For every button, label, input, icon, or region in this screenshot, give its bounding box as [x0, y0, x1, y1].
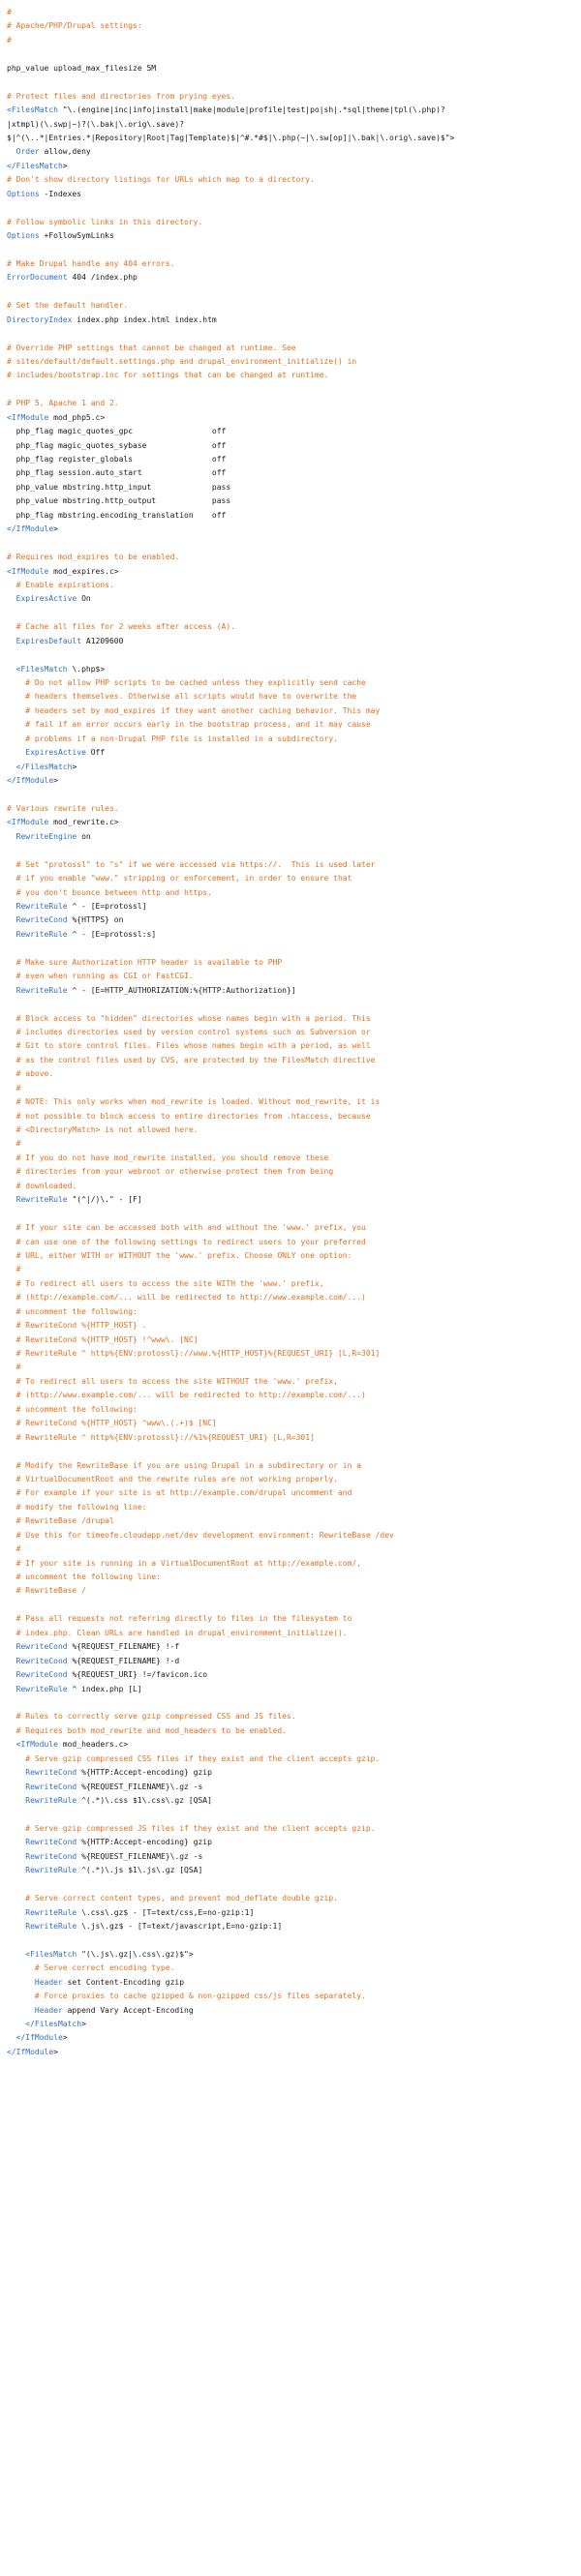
code-comment-line: # VirtualDocumentRoot and the rewrite rules are not working properly. [7, 1474, 338, 1483]
code-comment-line: # RewriteBase /drupal [7, 1516, 114, 1526]
code-comment-line: # RewriteCond %{HTTP_HOST} !^www\. [NC] [7, 1334, 199, 1344]
code-comment-line: # Use this for timeofe.cloudapp.net/dev development environment: RewriteBase /dev [7, 1530, 394, 1540]
code-comment-line: # Block access to "hidden" directories whose names begin with a period. This [7, 1013, 371, 1023]
code-line [7, 844, 581, 857]
code-directive-line: </FilesMatch> [7, 762, 77, 771]
code-line [7, 607, 581, 620]
code-comment-line: # [7, 1083, 21, 1093]
code-comment-line: # problems if a non-Drupal PHP file is installed in a subdirectory. [7, 734, 338, 743]
code-comment-line: # URL, either WITH or WITHOUT the 'www.' prefix. Choose ONLY one option: [7, 1250, 352, 1260]
code-comment-line: # Override PHP settings that cannot be changed at runtime. See [7, 343, 296, 352]
code-comment-line: # To redirect all users to access the site WITH the 'www.' prefix, [7, 1278, 324, 1288]
code-line [7, 1808, 581, 1821]
code-line: php_flag register_globals off [7, 455, 227, 464]
code-directive-line: <FilesMatch "(\.js\.gz|\.css\.gz)$"> [7, 1949, 194, 1959]
code-line: $|^(\..*|Entries.*|Repository|Root|Tag|Template)$|^#.*#$|\.php(~|\.sw[op]|\.bak|\.orig\.save)$"> [7, 133, 455, 142]
code-comment-line: # If your site can be accessed both with and without the 'www.' prefix, you [7, 1223, 366, 1233]
code-directive-line: RewriteCond %{REQUEST_URI} !=/favicon.ico [7, 1670, 208, 1680]
code-comment-line: # even when running as CGI or FastCGI. [7, 972, 194, 981]
code-directive-line: RewriteCond %{HTTPS} on [7, 915, 124, 925]
code-comment-line: # index.php. Clean URLs are handled in drupal_environment_initialize(). [7, 1628, 348, 1637]
code-directive-line: </IfModule> [7, 776, 58, 786]
code-directive-line: Options -Indexes [7, 189, 82, 198]
code-directive-line: Order allow,deny [7, 147, 91, 157]
code-directive-line: </IfModule> [7, 2033, 68, 2043]
code-line: php_value mbstring.http_input pass [7, 482, 231, 492]
code-line [7, 1878, 581, 1892]
code-directive-line: </FilesMatch> [7, 161, 68, 170]
code-comment-line: # Force proxies to cache gzipped & non-gzipped css/js files separately. [7, 1992, 366, 2001]
code-comment-line: # Make sure Authorization HTTP header is available to PHP [7, 957, 283, 967]
code-line [7, 1599, 581, 1612]
code-line [7, 537, 581, 551]
code-directive-line: <IfModule mod_expires.c> [7, 566, 119, 576]
code-comment-line: # If your site is running in a VirtualDocumentRoot at http://example.com/, [7, 1558, 362, 1568]
code-directive-line: <IfModule mod_headers.c> [7, 1740, 129, 1750]
code-directive-line: DirectoryIndex index.php index.html index.htm [7, 315, 217, 324]
code-line [7, 942, 581, 955]
code-comment-line: # Various rewrite rules. [7, 803, 119, 813]
code-comment-line: # fail if an error occurs early in the bootstrap process, and it may cause [7, 720, 371, 730]
code-comment-line: # (http://example.com/... will be redirected to http://www.example.com/...) [7, 1293, 366, 1303]
code-comment-line: # Requires mod_expires to be enabled. [7, 553, 180, 562]
code-directive-line: </IfModule> [7, 2047, 58, 2056]
code-line [7, 1933, 581, 1947]
code-line [7, 1208, 581, 1221]
code-comment-line: # Protect files and directories from prying eyes. [7, 91, 236, 101]
code-line [7, 789, 581, 802]
code-comment-line: # Serve correct content types, and prevent mod_deflate double gzip. [7, 1894, 338, 1903]
code-comment-line: # Requires both mod_rewrite and mod_headers to be enabled. [7, 1725, 287, 1735]
code-line [7, 383, 581, 397]
code-comment-line: # includes/bootstrap.inc for settings that can be changed at runtime. [7, 371, 329, 380]
code-comment-line: # sites/default/default.settings.php and drupal_environment_initialize() in [7, 356, 357, 366]
code-comment-line: # RewriteCond %{HTTP_HOST} . [7, 1321, 147, 1331]
code-directive-line: RewriteCond %{REQUEST_FILENAME}\.gz -s [7, 1851, 203, 1861]
code-directive-line: ExpiresActive On [7, 594, 91, 604]
code-comment-line: # [7, 1363, 21, 1372]
code-comment-line: # Git to store control files. Files whose names begin with a period, as well [7, 1041, 371, 1051]
code-comment-line: # RewriteCond %{HTTP_HOST} ^www\.(.+)$ [NC] [7, 1419, 217, 1428]
code-comment-line: # modify the following line: [7, 1502, 147, 1512]
code-comment-line: # If you do not have mod_rewrite installed, you should remove these [7, 1153, 329, 1162]
code-comment-line: # directories from your webroot or otherwise protect them from being [7, 1167, 334, 1177]
code-line: php_flag mbstring.encoding_translation off [7, 510, 227, 520]
code-line [7, 285, 581, 299]
code-comment-line: # [7, 1139, 21, 1149]
code-comment-line: # includes directories used by version control systems such as Subversion or [7, 1027, 371, 1036]
code-directive-line: <IfModule mod_rewrite.c> [7, 818, 119, 827]
code-directive-line: RewriteRule ^ - [E=protossl:s] [7, 929, 157, 939]
code-comment-line: # uncomment the following: [7, 1404, 138, 1414]
code-comment-line: # RewriteBase / [7, 1586, 86, 1596]
code-comment-line: # To redirect all users to access the site WITHOUT the 'www.' prefix, [7, 1376, 338, 1386]
code-comment-line: # PHP 5, Apache 1 and 2. [7, 399, 119, 408]
code-comment-line: # Rules to correctly serve gzip compressed CSS and JS files. [7, 1712, 296, 1722]
code-directive-line: RewriteRule ^ - [E=protossl] [7, 902, 147, 911]
code-comment-line: # Serve gzip compressed JS files if they exist and the client accepts gzip. [7, 1823, 376, 1833]
code-comment-line: # if you enable "www." stripping or enforcement, in order to ensure that [7, 874, 352, 884]
code-comment-line: # RewriteRule ^ http%{ENV:protossl}://%1%{REQUEST_URI} [L,R=301] [7, 1432, 315, 1442]
code-directive-line: Header set Content-Encoding gzip [7, 1977, 185, 1987]
code-directive-line: RewriteRule ^(.*)\.js $1\.js\.gz [QSA] [7, 1866, 203, 1875]
code-comment-line: # Set the default handler. [7, 301, 129, 311]
code-comment-line: # can use one of the following settings to redirect users to your preferred [7, 1237, 366, 1246]
code-comment-line: # Serve correct encoding type. [7, 1963, 175, 1973]
code-directive-line: RewriteCond %{REQUEST_FILENAME} !-f [7, 1642, 180, 1652]
code-comment-line: # Make Drupal handle any 404 errors. [7, 258, 175, 268]
code-comment-line: # Don't show directory listings for URLs which map to a directory. [7, 175, 315, 185]
code-directive-line: ExpiresActive Off [7, 748, 106, 758]
code-directive-line: RewriteRule ^(.*)\.css $1\.css\.gz [QSA] [7, 1796, 212, 1805]
code-directive-line: RewriteRule \.js\.gz$ - [T=text/javascript,E=no-gzip:1] [7, 1921, 283, 1931]
code-directive-line: </FilesMatch> [7, 2020, 86, 2028]
code-line: php_flag session.auto_start off [7, 468, 227, 478]
code-directive-line: RewriteRule "(^|/)\." - [F] [7, 1195, 142, 1205]
code-line: php_flag magic_quotes_sybase off [7, 440, 227, 450]
code-comment-line: # [7, 8, 12, 16]
code-comment-line: # above. [7, 1069, 54, 1079]
code-comment-line: # Apache/PHP/Drupal settings: [7, 21, 142, 31]
code-comment-line: # <DirectoryMatch> is not allowed here. [7, 1125, 199, 1134]
code-directive-line: RewriteEngine on [7, 831, 91, 841]
code-line [7, 648, 581, 662]
code-directive-line: Options +FollowSymLinks [7, 231, 114, 240]
code-comment-line: # not possible to block access to entire directories from .htaccess, because [7, 1111, 371, 1121]
code-comment-line: # downloaded. [7, 1181, 77, 1190]
code-directive-line: ErrorDocument 404 /index.php [7, 273, 138, 283]
code-line [7, 998, 581, 1011]
code-directive-line: RewriteRule ^ - [E=HTTP_AUTHORIZATION:%{HTTP:Authorization}] [7, 985, 296, 995]
code-comment-line: # Enable expirations. [7, 580, 114, 589]
code-comment-line: # Do not allow PHP scripts to be cached unless they explicitly send cache [7, 678, 366, 687]
code-comment-line: # NOTE: This only works when mod_rewrite is loaded. Without mod_rewrite, it is [7, 1097, 381, 1107]
code-line [7, 243, 581, 256]
code-line: php_value upload_max_filesize 5M [7, 63, 157, 73]
code-line: php_flag magic_quotes_gpc off [7, 427, 227, 436]
code-comment-line: # (http://www.example.com/... will be redirected to http://example.com/...) [7, 1391, 366, 1400]
code-comment-line: # [7, 35, 12, 45]
code-line [7, 75, 581, 89]
code-directive-line: </IfModule> [7, 524, 58, 534]
code-line [7, 327, 581, 341]
code-comment-line: # Set "protossl" to "s" if we were accessed via https://. This is used later [7, 859, 376, 869]
code-comment-line: # uncomment the following line: [7, 1573, 161, 1581]
code-directive-line: ExpiresDefault A1209600 [7, 636, 124, 645]
code-comment-line: # Follow symbolic links in this directory. [7, 217, 203, 226]
code-directive-line: RewriteCond %{HTTP:Accept-encoding} gzip [7, 1838, 212, 1847]
code-comment-line: # Cache all files for 2 weeks after access (A). [7, 622, 236, 632]
code-comment-line: # [7, 1544, 21, 1554]
code-directive-line: Header append Vary Accept-Encoding [7, 2005, 194, 2015]
code-directive-line: RewriteCond %{REQUEST_FILENAME}\.gz -s [7, 1782, 203, 1791]
code-directive-line: RewriteRule \.css\.gz$ - [T=text/css,E=no-gzip:1] [7, 1907, 255, 1917]
code-directive-line: <FilesMatch \.php$> [7, 664, 106, 674]
code-comment-line: # uncomment the following: [7, 1306, 138, 1316]
code-line: |xtmpl)(\.swp|~)?(\.bak|\.orig\.save)? [7, 119, 185, 129]
code-line [7, 1696, 581, 1710]
code-directive-line: <FilesMatch "\.(engine|inc|info|install|make|module|profile|test|po|sh|.*sql|theme|tpl(\.php)? [7, 105, 445, 115]
code-line [7, 1445, 581, 1458]
code-comment-line: # RewriteRule ^ http%{ENV:protossl}://www.%{HTTP_HOST}%{REQUEST_URI} [L,R=301] [7, 1349, 381, 1358]
code-line [7, 201, 581, 215]
code-comment-line: # Pass all requests not referring directly to files in the filesystem to [7, 1614, 352, 1624]
code-line: php_value mbstring.http_output pass [7, 496, 231, 506]
code-directive-line: RewriteCond %{HTTP:Accept-encoding} gzip [7, 1768, 212, 1778]
code-comment-line: # headers themselves. Otherwise all scripts would have to overwrite the [7, 692, 357, 702]
code-comment-line: # you don't bounce between http and https. [7, 887, 212, 897]
code-comment-line: # headers set by mod_expires if they want another caching behavior. This may [7, 705, 381, 715]
code-comment-line: # Modify the RewriteBase if you are using Drupal in a subdirectory or in a [7, 1460, 362, 1470]
code-comment-line: # For example if your site is at http://example.com/drupal uncomment and [7, 1488, 352, 1498]
code-line [7, 47, 581, 61]
code-directive-line: <IfModule mod_php5.c> [7, 412, 106, 422]
code-comment-line: # [7, 1265, 21, 1274]
code-directive-line: RewriteRule ^ index.php [L] [7, 1684, 142, 1693]
code-comment-line: # Serve gzip compressed CSS files if they exist and the client accepts gzip. [7, 1753, 381, 1763]
code-directive-line: RewriteCond %{REQUEST_FILENAME} !-d [7, 1656, 180, 1665]
code-comment-line: # as the control files used by CVS, are protected by the FilesMatch directive [7, 1055, 376, 1064]
